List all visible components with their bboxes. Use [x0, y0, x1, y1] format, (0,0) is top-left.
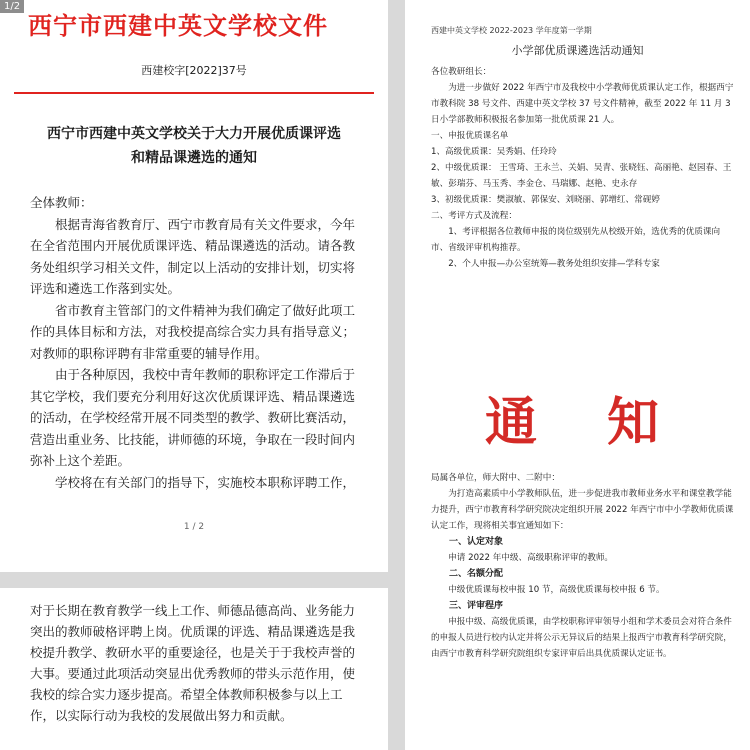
section-heading: 二、考评方式及流程：: [431, 211, 517, 221]
document-number: 西建校字[2022]37号: [141, 64, 247, 77]
list-item: 1、高级优质课：吴秀娟、任玲玲: [431, 147, 557, 157]
page-number: 1 / 2: [183, 522, 205, 532]
paragraph: 为打造高素质中小学教师队伍，进一步促进我市教师业务水平和课堂教学能力提升，西宁市教育科学研究院决定组织开展 2022 年西宁市中小学教师优质课认定工作，现将相关事宜通知如下：: [431, 489, 734, 531]
section-heading: 三、评审程序: [449, 601, 504, 611]
page-indicator-badge: 1/2: [0, 0, 24, 13]
left-document-page-2: [0, 588, 388, 750]
red-divider: [14, 92, 374, 94]
paragraph: 根据青海省教育厅、西宁市教育局有关文件要求，今年在全省范围内开展优质课评选、精品课遴选的活动。请各教务处组织学习相关文件，制定以上活动的安排计划，切实将评选和遴选工作落到实处。: [30, 216, 356, 296]
section-heading: 二、名额分配: [449, 569, 504, 579]
list-item: 2、个人申报—办公室统筹—教务处组织安排—学科专家: [448, 259, 660, 269]
list-item: 1、考评根据各位教师申报的岗位级别先从校级开始，选优秀的优质课向市、省级评审机构推荐。: [431, 227, 721, 253]
paragraph: 由于各种原因，我校中青年教师的职称评定工作滞后于其它学校，我们要充分利用好这次优质课评选、精品课遴选的活动，在学校经常开展不同类型的教学、教研比赛活动，营造出重业务、比技能，讲师德的环境，争取在一段时间内弥补上这个差距。: [30, 367, 356, 468]
list-item: 3、初级优质课：樊淑敏、郭保安、刘晓丽、郭增红、常砚婷: [431, 195, 660, 205]
notice-title: 小学部优质课遴选活动通知: [511, 44, 644, 57]
paragraph: 申报中级、高级优质课，由学校职称评审领导小组和学术委员会对符合条件的申报人员进行校内认定并将公示无异议后的结果上报西宁市教育科学研究院，由西宁市教育科学研究院组织专家评审后出具优质课认定证书。: [431, 617, 732, 659]
document-title-line-2: 和精品课遴选的通知: [131, 150, 257, 166]
paragraph: 学校将在有关部门的指导下，实施校本职称评聘工作，: [55, 474, 356, 490]
section-heading: 一、认定对象: [449, 537, 504, 547]
right-document-page: [405, 0, 750, 750]
school-term-header: 西建中英文学校 2022-2023 学年度第一学期: [431, 26, 592, 35]
big-notice-heading: 通知: [485, 392, 730, 453]
document-title-line-1: 西宁市西建中英文学校关于大力开展优质课评选: [47, 126, 341, 142]
notice-body: [431, 64, 736, 272]
continuation-paragraph: 对于长期在教育教学一线上工作、师德品德高尚、业务能力突出的教师破格评聘上岗。优质课的评选、精品课遴选是我校提升教学、教研水平的重要途径，也是关于于我校声誉的大事。要通过此项活动突显出优秀教师的带头示范作用，使我校的综合实力逐步提高。希望全体教师积极参与以上工作，以实际行动为我校的发展做出努力和贡献。: [30, 603, 356, 723]
section-heading: 一、申报优质课名单: [431, 131, 509, 141]
document-red-header: 西宁市西建中英文学校文件: [28, 12, 328, 40]
document-title: [0, 122, 388, 170]
intro-paragraph: 为进一步做好 2022 年西宁市及我校中小学教师优质课认定工作，根据西宁市教科院 38 号文件、西建中英文学校 37 号文件精神，截至 2022 年 11 月 3 日小学部教师积极报名参加第一批优质课 21 人。: [431, 83, 734, 125]
document-body: [30, 192, 360, 493]
addressee: 局属各单位，师大附中、二附中：: [431, 473, 560, 483]
list-item: 2、中级优质课： 王雪琦、王永兰、关娟、吴青、张晓钰、高丽艳、赵园春、王敏、彭瑞芬、马玉秀、李金仓、马瑞娜、赵艳、史永存: [431, 163, 732, 189]
paragraph: 申请 2022 年中级、高级职称评审的教师。: [448, 553, 614, 563]
notice-body-2: [431, 470, 736, 662]
paragraph: 省市教育主管部门的文件精神为我们确定了做好此项工作的具体目标和方法，对我校提高综合实力具有指导意义；对教师的职称评聘有非常重要的辅导作用。: [30, 302, 356, 361]
salutation: 各位教研组长：: [431, 67, 492, 77]
left-document-page-1: [0, 0, 388, 572]
salutation: 全体教师：: [30, 195, 93, 210]
paragraph: 中级优质课每校申报 10 节，高级优质课每校申报 6 节。: [448, 585, 665, 595]
